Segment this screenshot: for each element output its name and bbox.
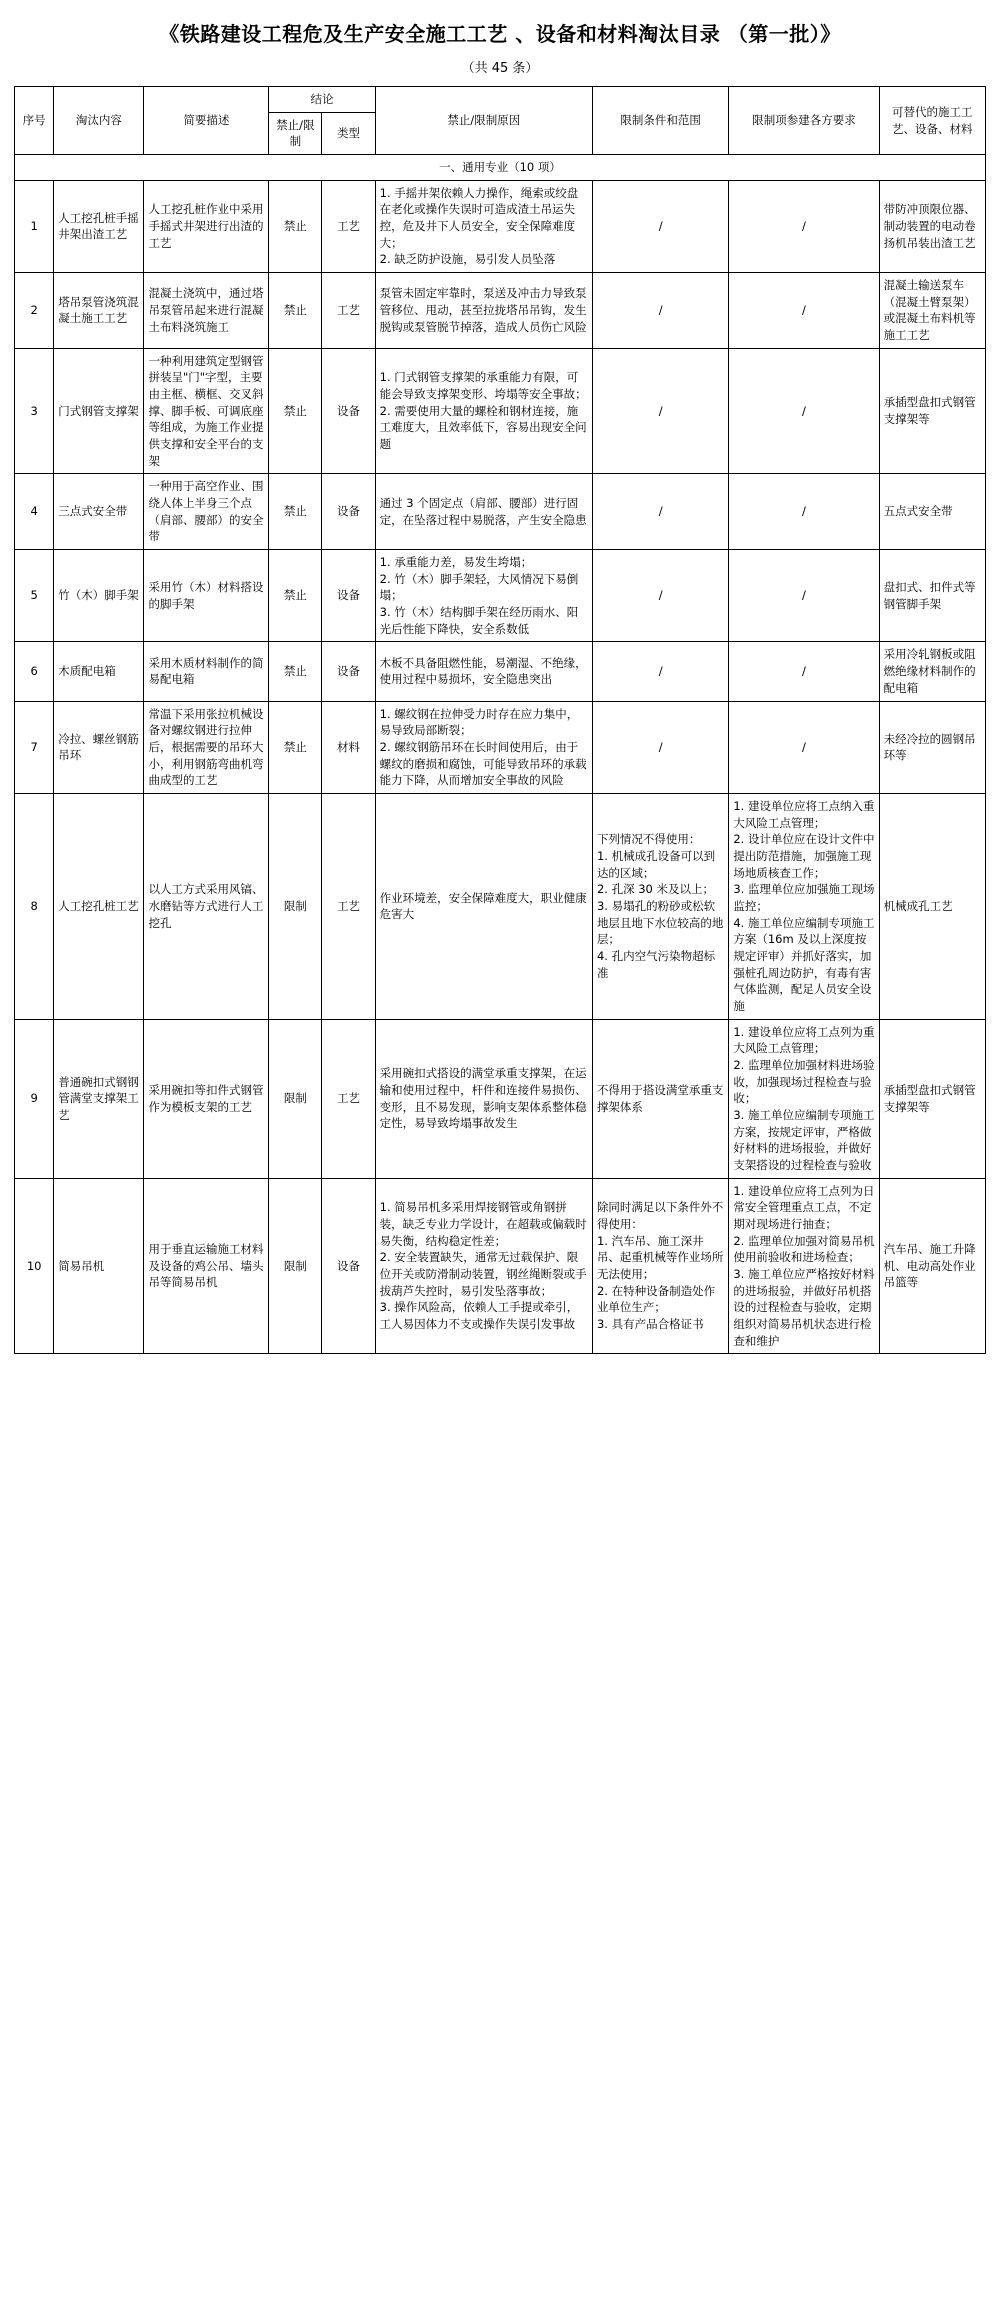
cell-seq: 8 (15, 793, 54, 1019)
cell-content: 塔吊泵管浇筑混凝土施工工艺 (54, 273, 144, 349)
cell-ban: 禁止 (269, 273, 322, 349)
cell-type: 设备 (322, 348, 375, 474)
cell-limit-scope: 下列情况不得使用： 1. 机械成孔设备可以到达的区域； 2. 孔深 30 米及以上； 3. 易塌孔的粉砂或松软地层且地下水位较高的地层； 4. 孔内空气污染物超标准 (592, 793, 728, 1019)
table-row (15, 793, 986, 1019)
cell-alternative: 采用冷轧钢板或阻燃绝缘材料制作的配电箱 (879, 642, 985, 701)
cell-content: 人工挖孔桩手摇井架出渣工艺 (54, 180, 144, 272)
cell-brief: 采用木质材料制作的简易配电箱 (144, 642, 269, 701)
table-header-row (15, 87, 986, 113)
cell-content: 竹（木）脚手架 (54, 550, 144, 642)
cell-brief: 混凝土浇筑中，通过塔吊泵管吊起来进行混凝土布料浇筑施工 (144, 273, 269, 349)
cell-seq: 9 (15, 1019, 54, 1178)
table-row (15, 180, 986, 272)
cell-party-req: / (729, 348, 879, 474)
cell-limit-scope: / (592, 474, 728, 550)
cell-ban: 禁止 (269, 550, 322, 642)
cell-party-req: / (729, 550, 879, 642)
cell-party-req: 1. 建设单位应将工点纳入重大风险工点管理； 2. 设计单位应在设计文件中提出防范措施，加强施工现场地质核查工作； 3. 监理单位应加强施工现场监控； 4. 施工单位应编制专项施工方案（16m 及以上深度按规定评审）并抓好落实，加强桩孔周边防护，有毒有害气体监测，配足人员安全设施 (729, 793, 879, 1019)
cell-type: 工艺 (322, 1019, 375, 1178)
table-row (15, 474, 986, 550)
cell-party-req: 1. 建设单位应将工点列为重大风险工点管理； 2. 监理单位加强材料进场验收，加强现场过程检查与验收； 3. 施工单位应编制专项施工方案，按规定评审，严格做好材料的进场报验，并做好支架搭设的过程检查与验收 (729, 1019, 879, 1178)
cell-ban: 限制 (269, 1019, 322, 1178)
header-seq: 序号 (15, 87, 54, 155)
table-body (15, 155, 986, 1354)
cell-limit-scope: / (592, 348, 728, 474)
cell-brief: 采用碗扣等扣件式钢管作为模板支架的工艺 (144, 1019, 269, 1178)
elimination-catalog-table (14, 86, 986, 1354)
cell-type: 材料 (322, 701, 375, 793)
cell-brief: 一种用于高空作业、围绕人体上半身三个点（肩部、腰部）的安全带 (144, 474, 269, 550)
cell-type: 工艺 (322, 273, 375, 349)
table-row (15, 701, 986, 793)
cell-alternative: 汽车吊、施工升降机、电动高处作业吊篮等 (879, 1178, 985, 1354)
cell-reason: 通过 3 个固定点（肩部、腰部）进行固定，在坠落过程中易脱落，产生安全隐患 (375, 474, 592, 550)
cell-alternative: 盘扣式、扣件式等钢管脚手架 (879, 550, 985, 642)
cell-brief: 以人工方式采用风镐、水磨钻等方式进行人工挖孔 (144, 793, 269, 1019)
section-label: 一、通用专业（10 项） (15, 155, 986, 181)
cell-reason: 采用碗扣式搭设的满堂承重支撑架，在运输和使用过程中，杆件和连接件易损伤、变形，且不易发现，影响支架体系整体稳定性，易导致垮塌事故发生 (375, 1019, 592, 1178)
header-brief: 简要描述 (144, 87, 269, 155)
cell-reason: 作业环境差，安全保障难度大，职业健康危害大 (375, 793, 592, 1019)
cell-ban: 限制 (269, 1178, 322, 1354)
cell-alternative: 承插型盘扣式钢管支撑架等 (879, 1019, 985, 1178)
cell-brief: 一种利用建筑定型钢管拼装呈"门"字型，主要由主框、横框、交叉斜撑、脚手板、可调底座等组成，为施工作业提供支撑和安全平台的支架 (144, 348, 269, 474)
cell-content: 简易吊机 (54, 1178, 144, 1354)
cell-reason: 1. 简易吊机多采用焊接钢管或角钢拼装，缺乏专业力学设计，在超载或偏载时易失衡，结构稳定性差； 2. 安全装置缺失，通常无过载保护、限位开关或防滑制动装置，钢丝绳断裂或手拔葫芦失控时，易引发坠落事故； 3. 操作风险高，依赖人工手提或牵引，工人易因体力不支或操作失误引发事故 (375, 1178, 592, 1354)
cell-ban: 禁止 (269, 348, 322, 474)
cell-ban: 禁止 (269, 701, 322, 793)
header-ban: 禁止/限制 (269, 112, 322, 154)
cell-seq: 6 (15, 642, 54, 701)
cell-ban: 禁止 (269, 642, 322, 701)
cell-alternative: 带防冲顶限位器、制动装置的电动卷扬机吊装出渣工艺 (879, 180, 985, 272)
cell-reason: 1. 承重能力差，易发生垮塌； 2. 竹（木）脚手架轻，大风情况下易倒塌； 3. 竹（木）结构脚手架在经历雨水、阳光后性能下降快，安全系数低 (375, 550, 592, 642)
header-reason: 禁止/限制原因 (375, 87, 592, 155)
cell-party-req: 1. 建设单位应将工点列为日常安全管理重点工点，不定期对现场进行抽查； 2. 监理单位加强对简易吊机使用前验收和进场检查； 3. 施工单位应严格按好材料的进场报验，并做好吊机搭设的过程检查与验收，定期组织对简易吊机状态进行检查和维护 (729, 1178, 879, 1354)
cell-seq: 4 (15, 474, 54, 550)
cell-brief: 人工挖孔桩作业中采用手摇式井架进行出渣的工艺 (144, 180, 269, 272)
cell-seq: 3 (15, 348, 54, 474)
cell-party-req: / (729, 273, 879, 349)
section-row (15, 155, 986, 181)
cell-content: 木质配电箱 (54, 642, 144, 701)
table-row (15, 1178, 986, 1354)
cell-content: 三点式安全带 (54, 474, 144, 550)
cell-alternative: 五点式安全带 (879, 474, 985, 550)
header-alternative: 可替代的施工工艺、设备、材料 (879, 87, 985, 155)
table-row (15, 348, 986, 474)
cell-alternative: 混凝土输送泵车（混凝土臂泵架）或混凝土布料机等施工工艺 (879, 273, 985, 349)
cell-type: 设备 (322, 474, 375, 550)
table-row (15, 273, 986, 349)
cell-seq: 5 (15, 550, 54, 642)
cell-alternative: 承插型盘扣式钢管支撑架等 (879, 348, 985, 474)
cell-reason: 1. 手摇井架依赖人力操作，绳索或绞盘在老化或操作失误时可造成渣土吊运失控，危及井下人员安全，安全保障难度大； 2. 缺乏防护设施，易引发人员坠落 (375, 180, 592, 272)
cell-reason: 1. 螺纹钢在拉伸受力时存在应力集中，易导致局部断裂； 2. 螺纹钢筋吊环在长时间使用后，由于螺纹的磨损和腐蚀，可能导致吊环的承载能力下降，从而增加安全事故的风险 (375, 701, 592, 793)
cell-type: 工艺 (322, 793, 375, 1019)
cell-seq: 2 (15, 273, 54, 349)
page-subtitle: （共 45 条） (461, 61, 539, 76)
cell-seq: 7 (15, 701, 54, 793)
cell-alternative: 未经冷拉的圆钢吊环等 (879, 701, 985, 793)
header-party-req: 限制项参建各方要求 (729, 87, 879, 155)
cell-brief: 常温下采用张拉机械设备对螺纹钢进行拉伸后，根据需要的吊环大小，利用钢筋弯曲机弯曲成型的工艺 (144, 701, 269, 793)
cell-reason: 1. 门式钢管支撑架的承重能力有限，可能会导致支撑架变形、垮塌等安全事故； 2. 需要使用大量的螺栓和钢材连接，施工难度大，且效率低下，容易出现安全问题 (375, 348, 592, 474)
cell-limit-scope: 不得用于搭设满堂承重支撑架体系 (592, 1019, 728, 1178)
cell-brief: 采用竹（木）材料搭设的脚手架 (144, 550, 269, 642)
cell-type: 设备 (322, 550, 375, 642)
cell-seq: 1 (15, 180, 54, 272)
header-limit-scope: 限制条件和范围 (592, 87, 728, 155)
cell-ban: 禁止 (269, 474, 322, 550)
table-row (15, 642, 986, 701)
page-title: 《铁路建设工程危及生产安全施工工艺 、设备和材料淘汰目录 （第一批）》 (159, 22, 841, 46)
table-row (15, 1019, 986, 1178)
cell-party-req: / (729, 701, 879, 793)
cell-limit-scope: / (592, 701, 728, 793)
table-row (15, 550, 986, 642)
cell-party-req: / (729, 180, 879, 272)
cell-reason: 泵管未固定牢靠时，泵送及冲击力导致泵管移位、甩动，甚至拉拢塔吊吊钩，发生脱钩或泵管脱节掉落，造成人员伤亡风险 (375, 273, 592, 349)
cell-party-req: / (729, 474, 879, 550)
cell-content: 冷拉、螺丝钢筋吊环 (54, 701, 144, 793)
header-content: 淘汰内容 (54, 87, 144, 155)
cell-type: 工艺 (322, 180, 375, 272)
cell-seq: 10 (15, 1178, 54, 1354)
header-type: 类型 (322, 112, 375, 154)
header-conclusion: 结论 (269, 87, 375, 113)
cell-type: 设备 (322, 642, 375, 701)
cell-party-req: / (729, 642, 879, 701)
cell-limit-scope: / (592, 273, 728, 349)
cell-limit-scope: 除同时满足以下条件外不得使用： 1. 汽车吊、施工深井吊、起重机械等作业场所无法使用； 2. 在特种设备制造处作业单位生产； 3. 具有产品合格证书 (592, 1178, 728, 1354)
cell-ban: 禁止 (269, 180, 322, 272)
cell-limit-scope: / (592, 180, 728, 272)
cell-reason: 木板不具备阻燃性能，易潮湿、不绝缘，使用过程中易损坏，安全隐患突出 (375, 642, 592, 701)
cell-alternative: 机械成孔工艺 (879, 793, 985, 1019)
cell-ban: 限制 (269, 793, 322, 1019)
cell-limit-scope: / (592, 550, 728, 642)
cell-content: 门式钢管支撑架 (54, 348, 144, 474)
cell-content: 人工挖孔桩工艺 (54, 793, 144, 1019)
cell-brief: 用于垂直运输施工材料及设备的鸡公吊、墙头吊等简易吊机 (144, 1178, 269, 1354)
cell-content: 普通碗扣式钢钢管满堂支撑架工艺 (54, 1019, 144, 1178)
cell-type: 设备 (322, 1178, 375, 1354)
cell-limit-scope: / (592, 642, 728, 701)
